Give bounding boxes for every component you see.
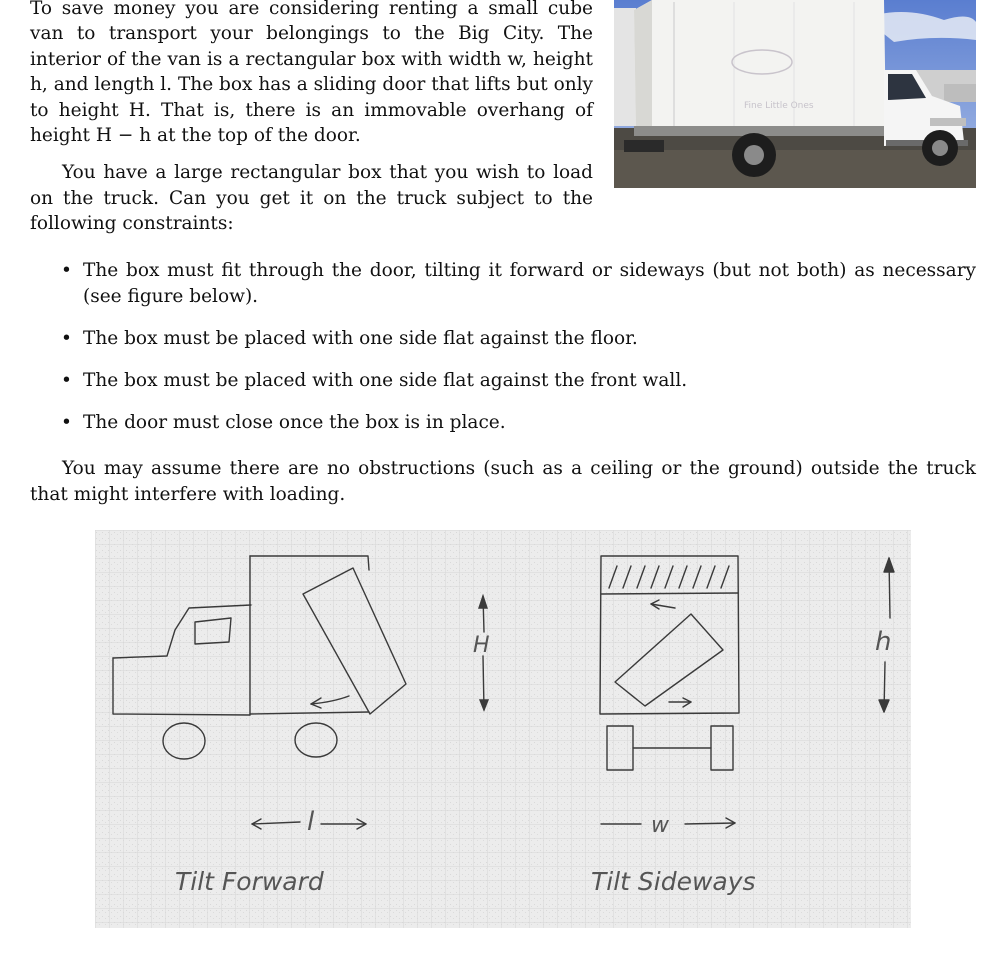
constraint-item — [30, 410, 976, 436]
constraint-item — [30, 258, 976, 310]
truck-side-lettering: Fine Little Ones — [744, 101, 814, 111]
tilt-sideways-label: Tilt Sideways — [591, 867, 756, 896]
length-label: l — [307, 807, 315, 837]
bullet: • — [61, 370, 72, 391]
interior-height-label: h — [875, 627, 892, 657]
intro-paragraph-1: To save money you are considering renting a small cube van to transport your belongings to the Big City. The interior of the van is a rectangular box with width w, height h, and length l. The box has a sliding door that lifts but only to height H. That is, there is an immovable overhang of height H − h at the top of the door. — [30, 0, 593, 147]
width-label: w — [651, 813, 669, 838]
constraints-list — [30, 258, 976, 452]
bullet: • — [61, 328, 72, 349]
tilt-forward-label: Tilt Forward — [175, 867, 324, 896]
constraint-text: The box must fit through the door, tilting it forward or sideways (but not both) as necessary (see figure below). — [83, 260, 976, 307]
constraint-item — [30, 326, 976, 352]
bullet: • — [61, 412, 72, 433]
outro-paragraph: You may assume there are no obstructions (such as a ceiling or the ground) outside the truck that might interfere with loading. — [30, 458, 976, 505]
constraint-text: The box must be placed with one side flat against the front wall. — [83, 370, 688, 391]
cube-van-photo — [614, 0, 976, 188]
constraint-text: The door must close once the box is in place. — [83, 412, 506, 433]
bullet: • — [61, 260, 72, 281]
cube-van-illustration — [614, 0, 976, 188]
door-height-label: H — [473, 633, 490, 658]
loading-sketch — [95, 530, 911, 928]
constraint-item — [30, 368, 976, 394]
intro-paragraph-2: You have a large rectangular box that you wish to load on the truck. Can you get it on the truck subject to the following constraints: — [30, 162, 593, 235]
intro-text — [30, 0, 593, 237]
constraint-text: The box must be placed with one side flat against the floor. — [83, 328, 638, 349]
loading-diagram — [95, 530, 911, 928]
